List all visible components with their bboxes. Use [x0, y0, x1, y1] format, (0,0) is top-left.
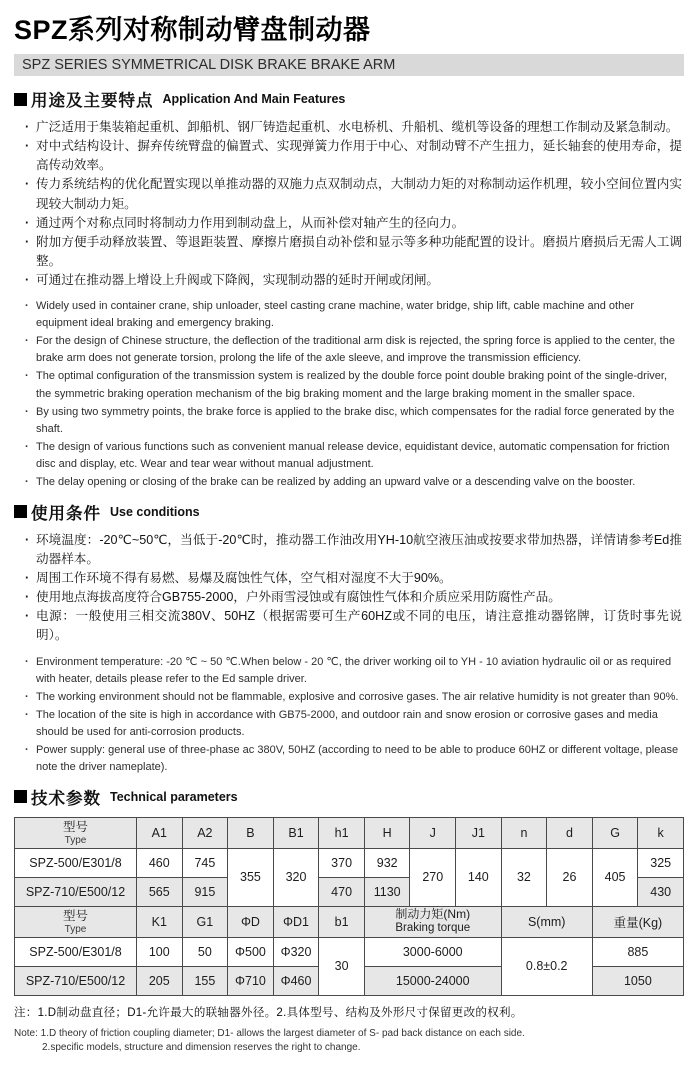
col-header: G — [592, 817, 638, 848]
table-row — [15, 848, 684, 877]
col-header: J1 — [456, 817, 502, 848]
cell: 205 — [137, 966, 183, 995]
list-item: · 对中式结构设计、摒弃传统臂盘的偏置式、实现弹簧力作用于中心、对制动臂不产生扭力，延长轴套的使用寿命，提高传动效率。 — [24, 137, 682, 175]
col-header: d — [547, 817, 593, 848]
cell-model: SPZ-500/E301/8 — [15, 848, 137, 877]
list-item: · 电源：一般使用三相交流380V、50HZ（根据需要可生产60HZ或不同的电压，请注意推动器铭牌，订货时事先说明）。 — [24, 607, 682, 645]
col-header: G1 — [182, 906, 228, 937]
cell: 460 — [137, 848, 183, 877]
cell-torque: 3000-6000 — [364, 937, 501, 966]
page-title: SPZ系列对称制动臂盘制动器 — [14, 15, 371, 45]
list-item: · The location of the site is high in accordance with GB75-2000, and outdoor rain and snow erosion or corrosive gases and media should be used for anti-corrosion products. — [24, 707, 682, 741]
cell-merged: 30 — [319, 937, 365, 995]
cell-merged: 26 — [547, 848, 593, 906]
col-header: h1 — [319, 817, 365, 848]
col-header: b1 — [319, 906, 365, 937]
conditions-list-en — [14, 654, 684, 776]
section-heading-cn: 技术参数 — [31, 789, 101, 808]
page-subtitle: SPZ SERIES SYMMETRICAL DISK BRAKE BRAKE ARM — [14, 54, 684, 76]
section-heading-en: Application And Main Features — [162, 92, 346, 106]
table-row — [15, 937, 684, 966]
cell: 155 — [182, 966, 228, 995]
section-header-features — [14, 87, 684, 111]
cell: 370 — [319, 848, 365, 877]
features-list-cn — [14, 118, 684, 290]
section-header-parameters — [14, 785, 684, 809]
section-heading-en: Use conditions — [110, 504, 200, 519]
technical-parameters-table — [14, 817, 684, 996]
cell: 470 — [319, 877, 365, 906]
col-header: B — [228, 817, 274, 848]
list-item: · The design of various functions such as convenient manual release device, equidistant device, automatic compensation for friction disc and display, etc. Wear and tear wear without manual adjustment. — [24, 439, 682, 473]
col-header: H — [364, 817, 410, 848]
col-header: ΦD — [228, 906, 274, 937]
cell-merged: 140 — [456, 848, 502, 906]
cell-model: SPZ-710/E500/12 — [15, 877, 137, 906]
list-item: · 周围工作环境不得有易燃、易爆及腐蚀性气体，空气相对湿度不大于90%。 — [24, 569, 682, 588]
section-heading-en: Technical parameters — [110, 789, 238, 804]
cell-merged: 270 — [410, 848, 456, 906]
cell-torque: 15000-24000 — [364, 966, 501, 995]
col-header: J — [410, 817, 456, 848]
cell-merged: 320 — [273, 848, 319, 906]
list-item: · Power supply: general use of three-phase ac 380V, 50HZ (according to need to be able to produce 60HZ or different voltage, please note the driver nameplate). — [24, 742, 682, 776]
col-header: n — [501, 817, 547, 848]
col-header-weight: 重量(Kg) — [592, 906, 683, 937]
list-item: · 使用地点海拔高度符合GB755-2000，户外雨雪浸蚀或有腐蚀性气体和介质应采用防腐性产品。 — [24, 588, 682, 607]
cell: 325 — [638, 848, 684, 877]
section-header-conditions — [14, 500, 684, 524]
cell-merged: 405 — [592, 848, 638, 906]
black-square-icon — [14, 505, 27, 518]
col-header: A1 — [137, 817, 183, 848]
cell: 745 — [182, 848, 228, 877]
col-header-s: S(mm) — [501, 906, 592, 937]
col-header-braking-torque: 制动力矩(Nm) Braking torque — [364, 906, 501, 937]
note-en — [14, 1027, 684, 1055]
section-heading-cn: 使用条件 — [31, 504, 101, 523]
list-item: · 广泛适用于集装箱起重机、卸船机、钢厂铸造起重机、水电桥机、升船机、缆机等设备的理想工作制动及紧急制动。 — [24, 118, 682, 137]
list-item: · By using two symmetry points, the brake force is applied to the brake disc, which compensates for the radial force generated by the shaft. — [24, 404, 682, 438]
cell: 50 — [182, 937, 228, 966]
list-item: · The delay opening or closing of the brake can be realized by adding an upward valve or a descending valve on the booster. — [24, 474, 682, 491]
list-item: · Environment temperature: -20 ℃ ~ 50 ℃.When below - 20 ℃, the driver working oil to YH - 10 aviation hydraulic oil or as required with heater, details please refer to the Ed sample driver. — [24, 654, 682, 688]
table-header-row — [15, 906, 684, 937]
list-item: · For the design of Chinese structure, the deflection of the traditional arm disk is rejected, the spring force is applied to the center, the brake arm does not generate torsion, prolong the life of the axle sleeve, and improve the transmission efficiency. — [24, 333, 682, 367]
list-item: · Widely used in container crane, ship unloader, steel casting crane machine, water bridge, ship lift, cable machine and other equipment ideal braking and emergency braking. — [24, 298, 682, 332]
black-square-icon — [14, 93, 27, 106]
cell-weight: 885 — [592, 937, 683, 966]
col-header: A2 — [182, 817, 228, 848]
cell: Φ460 — [273, 966, 319, 995]
cell-model: SPZ-710/E500/12 — [15, 966, 137, 995]
list-item: · 附加方便手动释放装置、等退距装置、摩擦片磨损自动补偿和显示等多种功能配置的设计。磨损片磨损后无需人工调整。 — [24, 233, 682, 271]
cell: Φ320 — [273, 937, 319, 966]
col-header: B1 — [273, 817, 319, 848]
col-header: ΦD1 — [273, 906, 319, 937]
list-item: · 通过两个对称点同时将制动力作用到制动盘上，从而补偿对轴产生的径向力。 — [24, 214, 682, 233]
cell: 1130 — [364, 877, 410, 906]
list-item: · The optimal configuration of the transmission system is realized by the double force point double braking point of the single-driver, the symmetric braking operation mechanism of the big braking moment and the large braking moment in the smaller space. — [24, 368, 682, 402]
col-header: k — [638, 817, 684, 848]
list-item: · 环境温度：-20℃~50℃，当低于-20℃时，推动器工作油改用YH-10航空液压油或按要求带加热器，详情请参考Ed推动器样本。 — [24, 531, 682, 569]
cell-merged: 32 — [501, 848, 547, 906]
cell-merged: 355 — [228, 848, 274, 906]
features-list-en — [14, 298, 684, 491]
section-heading-cn: 用途及主要特点 — [31, 92, 154, 110]
cell: 430 — [638, 877, 684, 906]
cell: 565 — [137, 877, 183, 906]
conditions-list-cn — [14, 531, 684, 646]
black-square-icon — [14, 790, 27, 803]
col-header-type: 型号 Type — [15, 906, 137, 937]
table-header-row — [15, 817, 684, 848]
note-en-line1: Note: 1.D theory of friction coupling diameter; D1- allows the largest diameter of S- pad back distance on each side. — [14, 1027, 525, 1039]
list-item: · 可通过在推动器上增设上升阀或下降阀，实现制动器的延时开闸或闭闸。 — [24, 271, 682, 290]
cell: 100 — [137, 937, 183, 966]
cell-merged: 0.8±0.2 — [501, 937, 592, 995]
cell: 915 — [182, 877, 228, 906]
col-header-type: 型号 Type — [15, 817, 137, 848]
cell: 932 — [364, 848, 410, 877]
list-item: · 传力系统结构的优化配置实现以单推动器的双施力点双制动点，大制动力矩的对称制动运作机理，较小空间位置内实现较大制动力矩。 — [24, 175, 682, 213]
cell: Φ710 — [228, 966, 274, 995]
cell-model: SPZ-500/E301/8 — [15, 937, 137, 966]
col-header: K1 — [137, 906, 183, 937]
cell: Φ500 — [228, 937, 274, 966]
note-cn: 注：1.D制动盘直径；D1-允许最大的联轴器外径。2.具体型号、结构及外形尺寸保留更改的权利。 — [14, 1006, 523, 1019]
list-item: · The working environment should not be flammable, explosive and corrosive gases. The air relative humidity is not greater than 90%. — [24, 689, 682, 706]
cell-weight: 1050 — [592, 966, 683, 995]
note-en-line2: 2.specific models, structure and dimension reserves the right to change. — [42, 1041, 361, 1053]
